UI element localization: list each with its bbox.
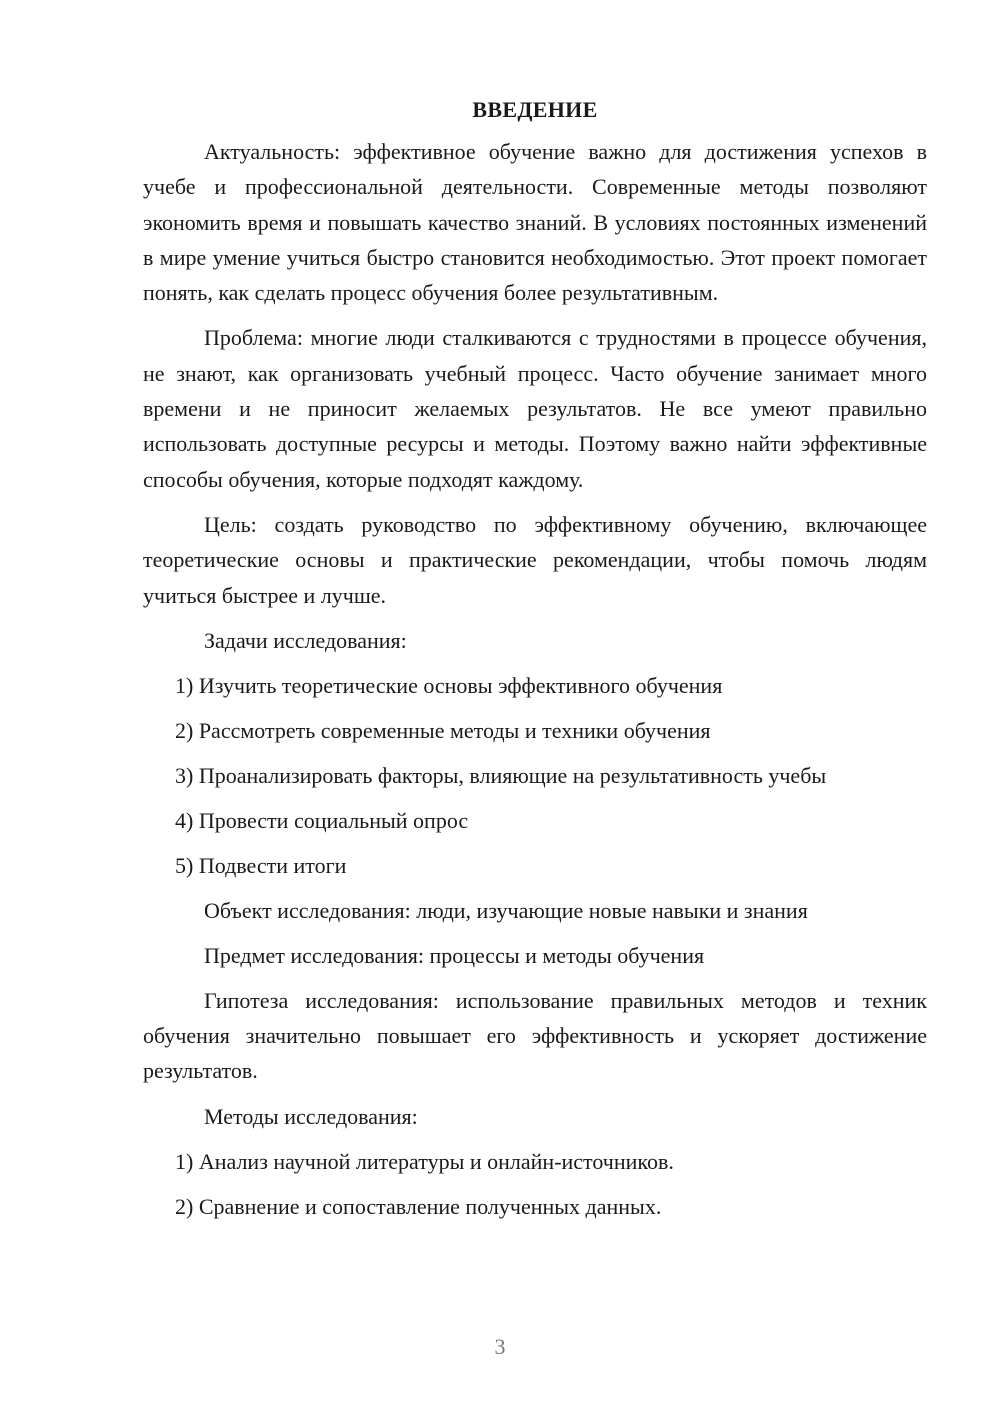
task-item-2: 2) Рассмотреть современные методы и техники обучения <box>175 717 711 743</box>
method-item-1: 1) Анализ научной литературы и онлайн-источников. <box>175 1148 674 1174</box>
task-item-3: 3) Проанализировать факторы, влияющие на результативность учебы <box>175 762 827 788</box>
task-item-4: 4) Провести социальный опрос <box>175 807 469 833</box>
problem-paragraph: Проблема: многие люди сталкиваются с трудностями в процессе обучения, не знают, как организовать учебный процесс. Часто обучение занимает много времени и не приносит желаемых результатов. Не все умеют правильно использовать доступные ресурсы и методы. Поэтому важно найти эффективные способы обучения, которые подходят каждому. <box>143 325 927 492</box>
task-item-5: 5) Подвести итоги <box>175 852 347 878</box>
methods-heading: Методы исследования: <box>204 1103 418 1129</box>
method-item-2: 2) Сравнение и сопоставление полученных данных. <box>175 1193 662 1219</box>
research-object: Объект исследования: люди, изучающие новые навыки и знания <box>204 897 808 923</box>
tasks-heading: Задачи исследования: <box>204 627 407 653</box>
hypothesis-paragraph: Гипотеза исследования: использование правильных методов и техник обучения значительно повышает его эффективность и ускоряет достижение результатов. <box>143 987 927 1084</box>
section-title: ВВЕДЕНИЕ <box>472 97 598 122</box>
document-page <box>143 92 927 1234</box>
task-item-1: 1) Изучить теоретические основы эффективного обучения <box>175 672 723 698</box>
relevance-paragraph: Актуальность: эффективное обучение важно для достижения успехов в учебе и профессиональной деятельности. Современные методы позволяют экономить время и повышать качество знаний. В условиях постоянных изменений в мире умение учиться быстро становится необходимостью. Этот проект помогает понять, как сделать процесс обучения более результативным. <box>143 139 927 306</box>
goal-paragraph: Цель: создать руководство по эффективному обучению, включающее теоретические основы и практические рекомендации, чтобы помочь людям учиться быстрее и лучше. <box>143 511 927 608</box>
page-number: 3 <box>494 1334 506 1359</box>
research-subject: Предмет исследования: процессы и методы обучения <box>204 942 705 968</box>
